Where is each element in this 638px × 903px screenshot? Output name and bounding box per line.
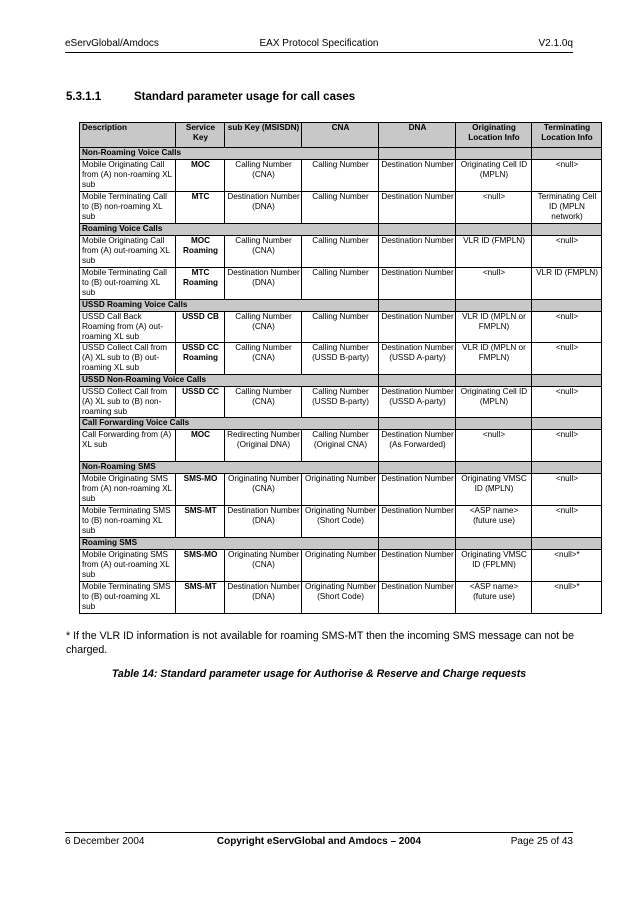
group-row: [80, 418, 602, 430]
row-description: Mobile Originating SMS from (A) non-roaming XL sub: [80, 474, 176, 506]
table-cell: Originating Number: [302, 474, 379, 506]
table-cell: Destination Number: [379, 506, 456, 538]
group-row-spacer: [532, 462, 602, 474]
footer-date: 6 December 2004: [65, 836, 145, 847]
footer-page-number: Page 25 of 43: [510, 836, 573, 847]
table-cell: Destination Number: [379, 192, 456, 224]
table-cell: <ASP name> (future use): [456, 582, 532, 614]
table-cell: Calling Number (USSD B-party): [302, 343, 379, 375]
table-cell: Destination Number: [379, 550, 456, 582]
group-row-spacer: [532, 300, 602, 312]
table-cell: Destination Number (DNA): [225, 582, 302, 614]
table-cell: <null>: [532, 474, 602, 506]
table-row: [80, 387, 602, 418]
group-title: USSD Roaming Voice Calls: [80, 300, 379, 312]
row-service-key: MTC Roaming: [176, 268, 225, 300]
footnote: * If the VLR ID information is not available for roaming SMS-MT then the incoming SMS message can not be charged.: [66, 630, 574, 656]
row-service-key: USSD CC Roaming: [176, 343, 225, 375]
group-row: [80, 375, 602, 387]
table-cell: Calling Number (CNA): [225, 236, 302, 268]
group-title: Roaming SMS: [80, 538, 379, 550]
column-header: DNA: [379, 123, 456, 148]
row-service-key: MOC Roaming: [176, 236, 225, 268]
table-row: [80, 506, 602, 538]
section-number: 5.3.1.1: [66, 91, 102, 103]
table-cell: Calling Number (USSD B-party): [302, 387, 379, 418]
table-cell: <null>: [532, 506, 602, 538]
group-row-spacer: [532, 224, 602, 236]
table-cell: Destination Number (As Forwarded): [379, 430, 456, 462]
table-cell: Destination Number (USSD A-party): [379, 387, 456, 418]
group-row-spacer: [532, 538, 602, 550]
row-description: Call Forwarding from (A) XL sub: [80, 430, 176, 462]
parameter-table: [79, 122, 602, 614]
table-cell: Originating VMSC ID (MPLN): [456, 474, 532, 506]
group-row-spacer: [456, 375, 532, 387]
table-cell: Calling Number: [302, 192, 379, 224]
table-cell: <null>: [456, 430, 532, 462]
table-cell: Originating Cell ID (MPLN): [456, 160, 532, 192]
table-cell: <null>*: [532, 550, 602, 582]
table-cell: Calling Number (CNA): [225, 312, 302, 343]
row-service-key: SMS-MO: [176, 550, 225, 582]
table-cell: <null>: [532, 236, 602, 268]
group-title: Call Forwarding Voice Calls: [80, 418, 379, 430]
table-cell: Destination Number: [379, 268, 456, 300]
row-description: USSD Collect Call from (A) XL sub to (B) non-roaming sub: [80, 387, 176, 418]
group-row-spacer: [379, 148, 456, 160]
table-cell: Originating Number (Short Code): [302, 582, 379, 614]
group-row: [80, 148, 602, 160]
group-row-spacer: [379, 538, 456, 550]
table-cell: Destination Number: [379, 312, 456, 343]
table-cell: Originating Number: [302, 550, 379, 582]
group-row-spacer: [532, 375, 602, 387]
column-header: CNA: [302, 123, 379, 148]
table-cell: <null>: [532, 430, 602, 462]
group-row: [80, 300, 602, 312]
table-cell: <null>*: [532, 582, 602, 614]
row-description: USSD Collect Call from (A) XL sub to (B) out-roaming XL sub: [80, 343, 176, 375]
group-row-spacer: [379, 462, 456, 474]
table-cell: <null>: [532, 343, 602, 375]
row-service-key: SMS-MT: [176, 506, 225, 538]
row-description: Mobile Terminating SMS to (B) non-roaming XL sub: [80, 506, 176, 538]
group-row-spacer: [532, 418, 602, 430]
header-center: EAX Protocol Specification: [259, 38, 379, 49]
group-row: [80, 538, 602, 550]
table-cell: Terminating Cell ID (MPLN network): [532, 192, 602, 224]
table-cell: Calling Number (CNA): [225, 343, 302, 375]
table-row: [80, 312, 602, 343]
footer-copyright: Copyright eServGlobal and Amdocs – 2004: [216, 836, 422, 847]
table-row: [80, 343, 602, 375]
table-cell: Originating Number (Short Code): [302, 506, 379, 538]
column-header: Description: [80, 123, 176, 148]
table-cell: <null>: [456, 268, 532, 300]
column-header: Service Key: [176, 123, 225, 148]
column-header: sub Key (MSISDN): [225, 123, 302, 148]
table-row: [80, 550, 602, 582]
table-cell: <null>: [456, 192, 532, 224]
table-cell: Calling Number (CNA): [225, 160, 302, 192]
table-header-row: [80, 123, 602, 148]
row-service-key: USSD CB: [176, 312, 225, 343]
page-header: [65, 38, 573, 53]
page-footer: [65, 832, 573, 847]
group-row-spacer: [456, 148, 532, 160]
group-title: Non-Roaming Voice Calls: [80, 148, 379, 160]
table-cell: Destination Number (USSD A-party): [379, 343, 456, 375]
group-title: Roaming Voice Calls: [80, 224, 379, 236]
group-row-spacer: [456, 418, 532, 430]
group-row: [80, 462, 602, 474]
row-service-key: SMS-MT: [176, 582, 225, 614]
table-cell: VLR ID (MPLN or FMPLN): [456, 312, 532, 343]
table-cell: Destination Number: [379, 582, 456, 614]
group-row-spacer: [379, 300, 456, 312]
table-cell: Calling Number: [302, 236, 379, 268]
table-caption: Table 14: Standard parameter usage for Authorise & Reserve and Charge requests: [111, 668, 527, 680]
table-cell: Destination Number (DNA): [225, 192, 302, 224]
column-header: Originating Location Info: [456, 123, 532, 148]
table-cell: Destination Number: [379, 160, 456, 192]
table-cell: Calling Number: [302, 312, 379, 343]
section-title: Standard parameter usage for call cases: [134, 91, 356, 103]
table-row: [80, 192, 602, 224]
table-cell: <null>: [532, 160, 602, 192]
table-row: [80, 474, 602, 506]
group-row-spacer: [456, 538, 532, 550]
table-row: [80, 160, 602, 192]
table-row: [80, 582, 602, 614]
table-cell: VLR ID (FMPLN): [456, 236, 532, 268]
row-description: Mobile Terminating Call to (B) non-roaming XL sub: [80, 192, 176, 224]
table-cell: <null>: [532, 387, 602, 418]
column-header: Terminating Location Info: [532, 123, 602, 148]
row-service-key: SMS-MO: [176, 474, 225, 506]
row-description: USSD Call Back Roaming from (A) out-roaming XL sub: [80, 312, 176, 343]
header-right: V2.1.0q: [538, 38, 573, 49]
table-cell: Calling Number (Original CNA): [302, 430, 379, 462]
group-title: USSD Non-Roaming Voice Calls: [80, 375, 379, 387]
table-cell: Destination Number: [379, 474, 456, 506]
group-title: Non-Roaming SMS: [80, 462, 379, 474]
table-row: [80, 236, 602, 268]
table-cell: Redirecting Number (Original DNA): [225, 430, 302, 462]
table-cell: Calling Number: [302, 268, 379, 300]
row-service-key: MOC: [176, 430, 225, 462]
table-cell: <ASP name> (future use): [456, 506, 532, 538]
table-cell: VLR ID (FMPLN): [532, 268, 602, 300]
table-row: [80, 268, 602, 300]
table-row: [80, 430, 602, 462]
table-cell: Destination Number (DNA): [225, 506, 302, 538]
table-cell: Originating Number (CNA): [225, 474, 302, 506]
row-description: Mobile Originating Call from (A) out-roaming XL sub: [80, 236, 176, 268]
table-cell: Calling Number (CNA): [225, 387, 302, 418]
table-cell: <null>: [532, 312, 602, 343]
group-row-spacer: [456, 462, 532, 474]
table-cell: VLR ID (MPLN or FMPLN): [456, 343, 532, 375]
table-cell: Calling Number: [302, 160, 379, 192]
group-row-spacer: [456, 300, 532, 312]
table-cell: Originating VMSC ID (FPLMN): [456, 550, 532, 582]
table-cell: Destination Number (DNA): [225, 268, 302, 300]
table-cell: Destination Number: [379, 236, 456, 268]
group-row-spacer: [379, 224, 456, 236]
row-service-key: MOC: [176, 160, 225, 192]
row-description: Mobile Originating SMS from (A) out-roaming XL sub: [80, 550, 176, 582]
group-row-spacer: [379, 418, 456, 430]
row-description: Mobile Terminating Call to (B) out-roaming XL sub: [80, 268, 176, 300]
header-left: eServGlobal/Amdocs: [65, 38, 159, 49]
row-description: Mobile Terminating SMS to (B) out-roaming XL sub: [80, 582, 176, 614]
group-row-spacer: [379, 375, 456, 387]
table-cell: Originating Number (CNA): [225, 550, 302, 582]
group-row: [80, 224, 602, 236]
table-cell: Originating Cell ID (MPLN): [456, 387, 532, 418]
group-row-spacer: [532, 148, 602, 160]
group-row-spacer: [456, 224, 532, 236]
row-description: Mobile Originating Call from (A) non-roaming XL sub: [80, 160, 176, 192]
row-service-key: USSD CC: [176, 387, 225, 418]
row-service-key: MTC: [176, 192, 225, 224]
